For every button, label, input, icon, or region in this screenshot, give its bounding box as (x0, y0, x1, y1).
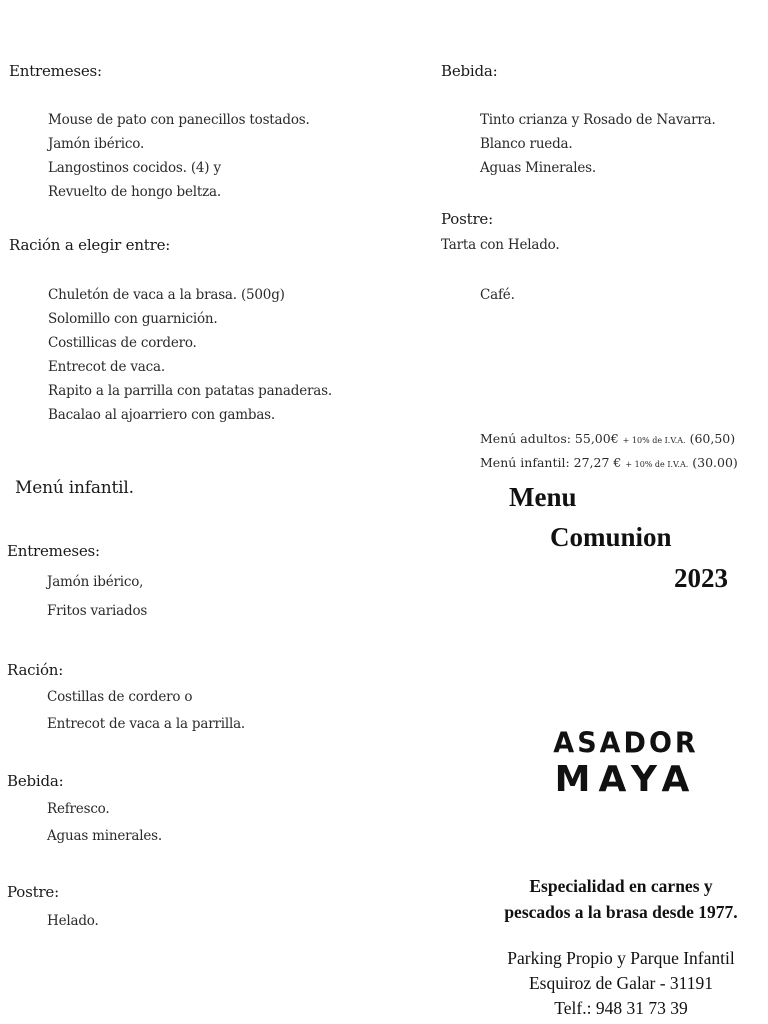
adult-price-iva: + 10% de I.V.A. (622, 436, 686, 445)
adult-price (480, 431, 735, 446)
adult-racion-item: Entrecot de vaca. (48, 359, 165, 375)
adult-racion-heading: Ración a elegir entre: (9, 236, 171, 254)
adult-entremeses-item: Revuelto de hongo beltza. (48, 184, 221, 200)
kids-bebida-heading: Bebida: (7, 772, 64, 790)
child-price-label: Menú infantil: 27,27 € (480, 455, 622, 470)
child-price (480, 455, 738, 470)
specialty-line: pescados a la brasa desde 1977. (504, 902, 738, 922)
kids-postre-heading: Postre: (7, 883, 59, 901)
adult-racion-item: Rapito a la parrilla con patatas panaderas. (48, 383, 332, 399)
specialty-line: Especialidad en carnes y (529, 876, 713, 896)
kids-bebida-item: Aguas minerales. (47, 828, 162, 844)
adult-price-label: Menú adultos: 55,00€ (480, 431, 619, 446)
adult-entremeses-item: Langostinos cocidos. (4) y (48, 160, 221, 176)
adult-entremeses-heading: Entremeses: (9, 62, 102, 80)
adult-bebida-heading: Bebida: (441, 62, 498, 80)
title-year: 2023 (674, 563, 728, 593)
adult-postre-item: Café. (480, 287, 515, 303)
kids-entremeses-item: Jamón ibérico, (47, 574, 144, 590)
kids-bebida-item: Refresco. (47, 801, 110, 817)
kids-entremeses-item: Fritos variados (47, 603, 148, 619)
logo-line-maya: MAYA (554, 759, 698, 800)
adult-racion-item: Costillicas de cordero. (48, 335, 197, 351)
contact-parking: Parking Propio y Parque Infantil (507, 948, 735, 968)
asador-maya-logo (526, 728, 726, 800)
contact-phone: Telf.: 948 31 73 39 (554, 998, 688, 1018)
kids-entremeses-heading: Entremeses: (7, 542, 100, 560)
adult-racion-item: Solomillo con guarnición. (48, 311, 218, 327)
contact-address: Esquiroz de Galar - 31191 (528, 973, 713, 993)
adult-bebida-item: Tinto crianza y Rosado de Navarra. (480, 112, 716, 128)
adult-postre-heading: Postre: (441, 210, 493, 228)
adult-racion-item: Bacalao al ajoarriero con gambas. (48, 407, 275, 423)
adult-bebida-item: Blanco rueda. (480, 136, 573, 152)
title-menu: Menu (509, 482, 577, 512)
title-comunion: Comunion (550, 522, 672, 552)
adult-entremeses-item: Mouse de pato con panecillos tostados. (48, 112, 310, 128)
kids-menu-title: Menú infantil. (15, 478, 134, 498)
child-price-total: (30.00) (692, 455, 738, 470)
adult-bebida-item: Aguas Minerales. (480, 160, 597, 176)
logo-line-asador: ASADOR (553, 727, 699, 760)
adult-racion-item: Chuletón de vaca a la brasa. (500g) (48, 287, 285, 303)
kids-racion-heading: Ración: (7, 661, 64, 679)
kids-postre-item: Helado. (47, 913, 99, 929)
adult-postre-item: Tarta con Helado. (441, 237, 560, 253)
kids-racion-item: Entrecot de vaca a la parrilla. (47, 716, 246, 732)
kids-racion-item: Costillas de cordero o (47, 689, 193, 705)
contact-info (470, 946, 768, 1021)
adult-entremeses-item: Jamón ibérico. (48, 136, 145, 152)
child-price-iva: + 10% de I.V.A. (625, 460, 689, 469)
adult-price-total: (60,50) (689, 431, 736, 446)
specialty-text (470, 873, 768, 925)
